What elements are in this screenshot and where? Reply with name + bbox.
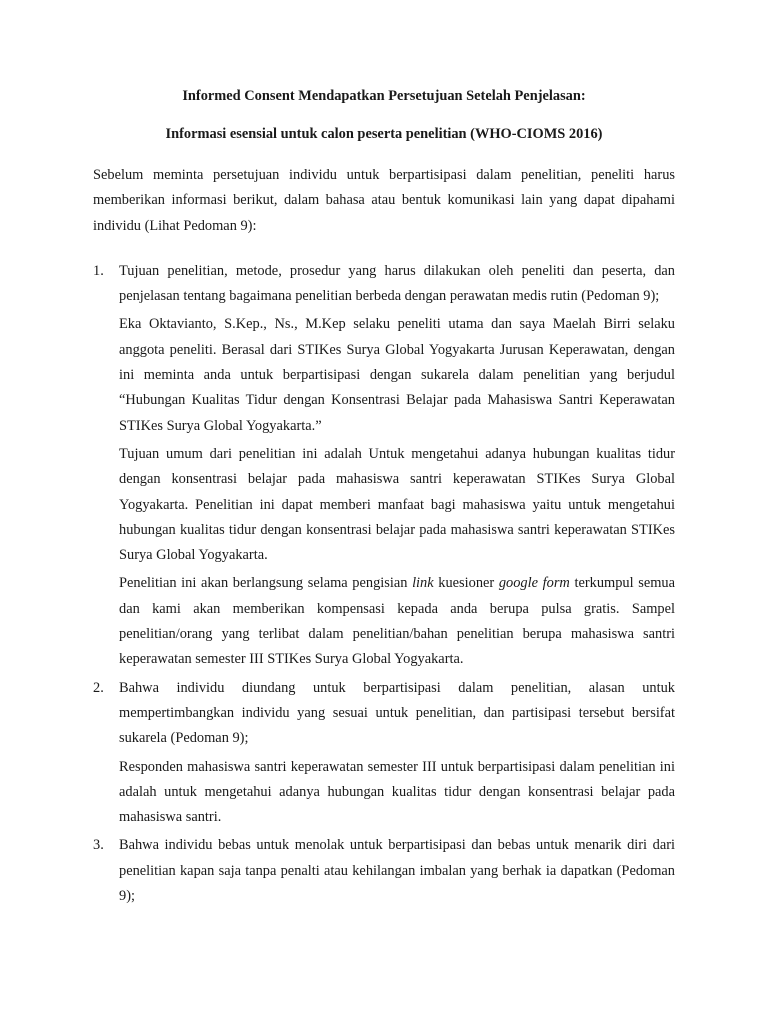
- text-run: terkumpul semua dan kami akan memberikan kompensasi kepada anda berupa pulsa gratis. Sampel penelitian/orang yang terlibat dalam penelitian/bahan penelitian berupa mahasiswa santri keperawatan semester III STIKes Surya Global Yogyakarta.: [119, 575, 675, 668]
- italic-text-google-form: google form: [498, 575, 570, 592]
- list-item-number: 1.: [93, 262, 104, 279]
- list-item: [93, 676, 675, 831]
- item-paragraph: [119, 571, 675, 672]
- list-item: [93, 833, 675, 909]
- item-paragraph: Tujuan penelitian, metode, prosedur yang harus dilakukan oleh peneliti dan peserta, dan penjelasan tentang bagaimana penelitian berbeda dengan perawatan medis rutin (Pedoman 9);: [119, 262, 675, 305]
- item-paragraph: Bahwa individu diundang untuk berpartisipasi dalam penelitian, alasan untuk mempertimbangkan individu yang sesuai untuk penelitian, dan partisipasi tersebut bersifat sukarela (Pedoman 9);: [119, 679, 675, 747]
- list-item-number: 2.: [93, 679, 104, 696]
- intro-paragraph: Sebelum meminta persetujuan individu untuk berpartisipasi dalam penelitian, peneliti harus memberikan informasi berikut, dalam bahasa atau bentuk komunikasi lain yang dapat dipahami individu (Lihat Pedoman 9):: [93, 167, 675, 234]
- information-list: [93, 259, 675, 909]
- document-title: Informed Consent Mendapatkan Persetujuan Setelah Penjelasan:: [182, 88, 586, 104]
- item-paragraph: Eka Oktavianto, S.Kep., Ns., M.Kep selaku peneliti utama dan saya Maelah Birri selaku anggota peneliti. Berasal dari STIKes Surya Global Yogyakarta Jurusan Keperawatan, dengan ini meminta anda untuk berpartisipasi dengan sukarela dalam penelitian yang berjudul “Hubungan Kualitas Tidur dengan Konsentrasi Belajar pada Mahasiswa Santri Keperawatan STIKes Surya Global Yogyakarta.”: [119, 316, 675, 434]
- list-item-number: 3.: [93, 837, 104, 854]
- item-paragraph: Responden mahasiswa santri keperawatan semester III untuk berpartisipasi dalam penelitian ini adalah untuk mengetahui adanya hubungan kualitas tidur dengan konsentrasi belajar pada mahasiswa santri.: [119, 758, 675, 826]
- text-run: kuesioner: [433, 575, 499, 592]
- text-run: Penelitian ini akan berlangsung selama pengisian: [119, 575, 413, 592]
- italic-text-link: link: [412, 575, 434, 592]
- list-item: [93, 259, 675, 673]
- item-paragraph: Tujuan umum dari penelitian ini adalah Untuk mengetahui adanya hubungan kualitas tidur dengan konsentrasi belajar pada mahasiswa santri keperawatan STIKes Surya Global Yogyakarta. Penelitian ini dapat memberi manfaat bagi mahasiswa yaitu untuk mengetahui hubungan kualitas tidur dengan konsentrasi belajar pada mahasiswa santri keperawatan STIKes Surya Global Yogyakarta.: [119, 445, 675, 564]
- item-paragraph: Bahwa individu bebas untuk menolak untuk berpartisipasi dan bebas untuk menarik diri dari penelitian kapan saja tanpa penalti atau kehilangan imbalan yang berhak ia dapatkan (Pedoman 9);: [119, 837, 675, 905]
- document-subtitle: Informasi esensial untuk calon peserta penelitian (WHO-CIOMS 2016): [165, 126, 603, 142]
